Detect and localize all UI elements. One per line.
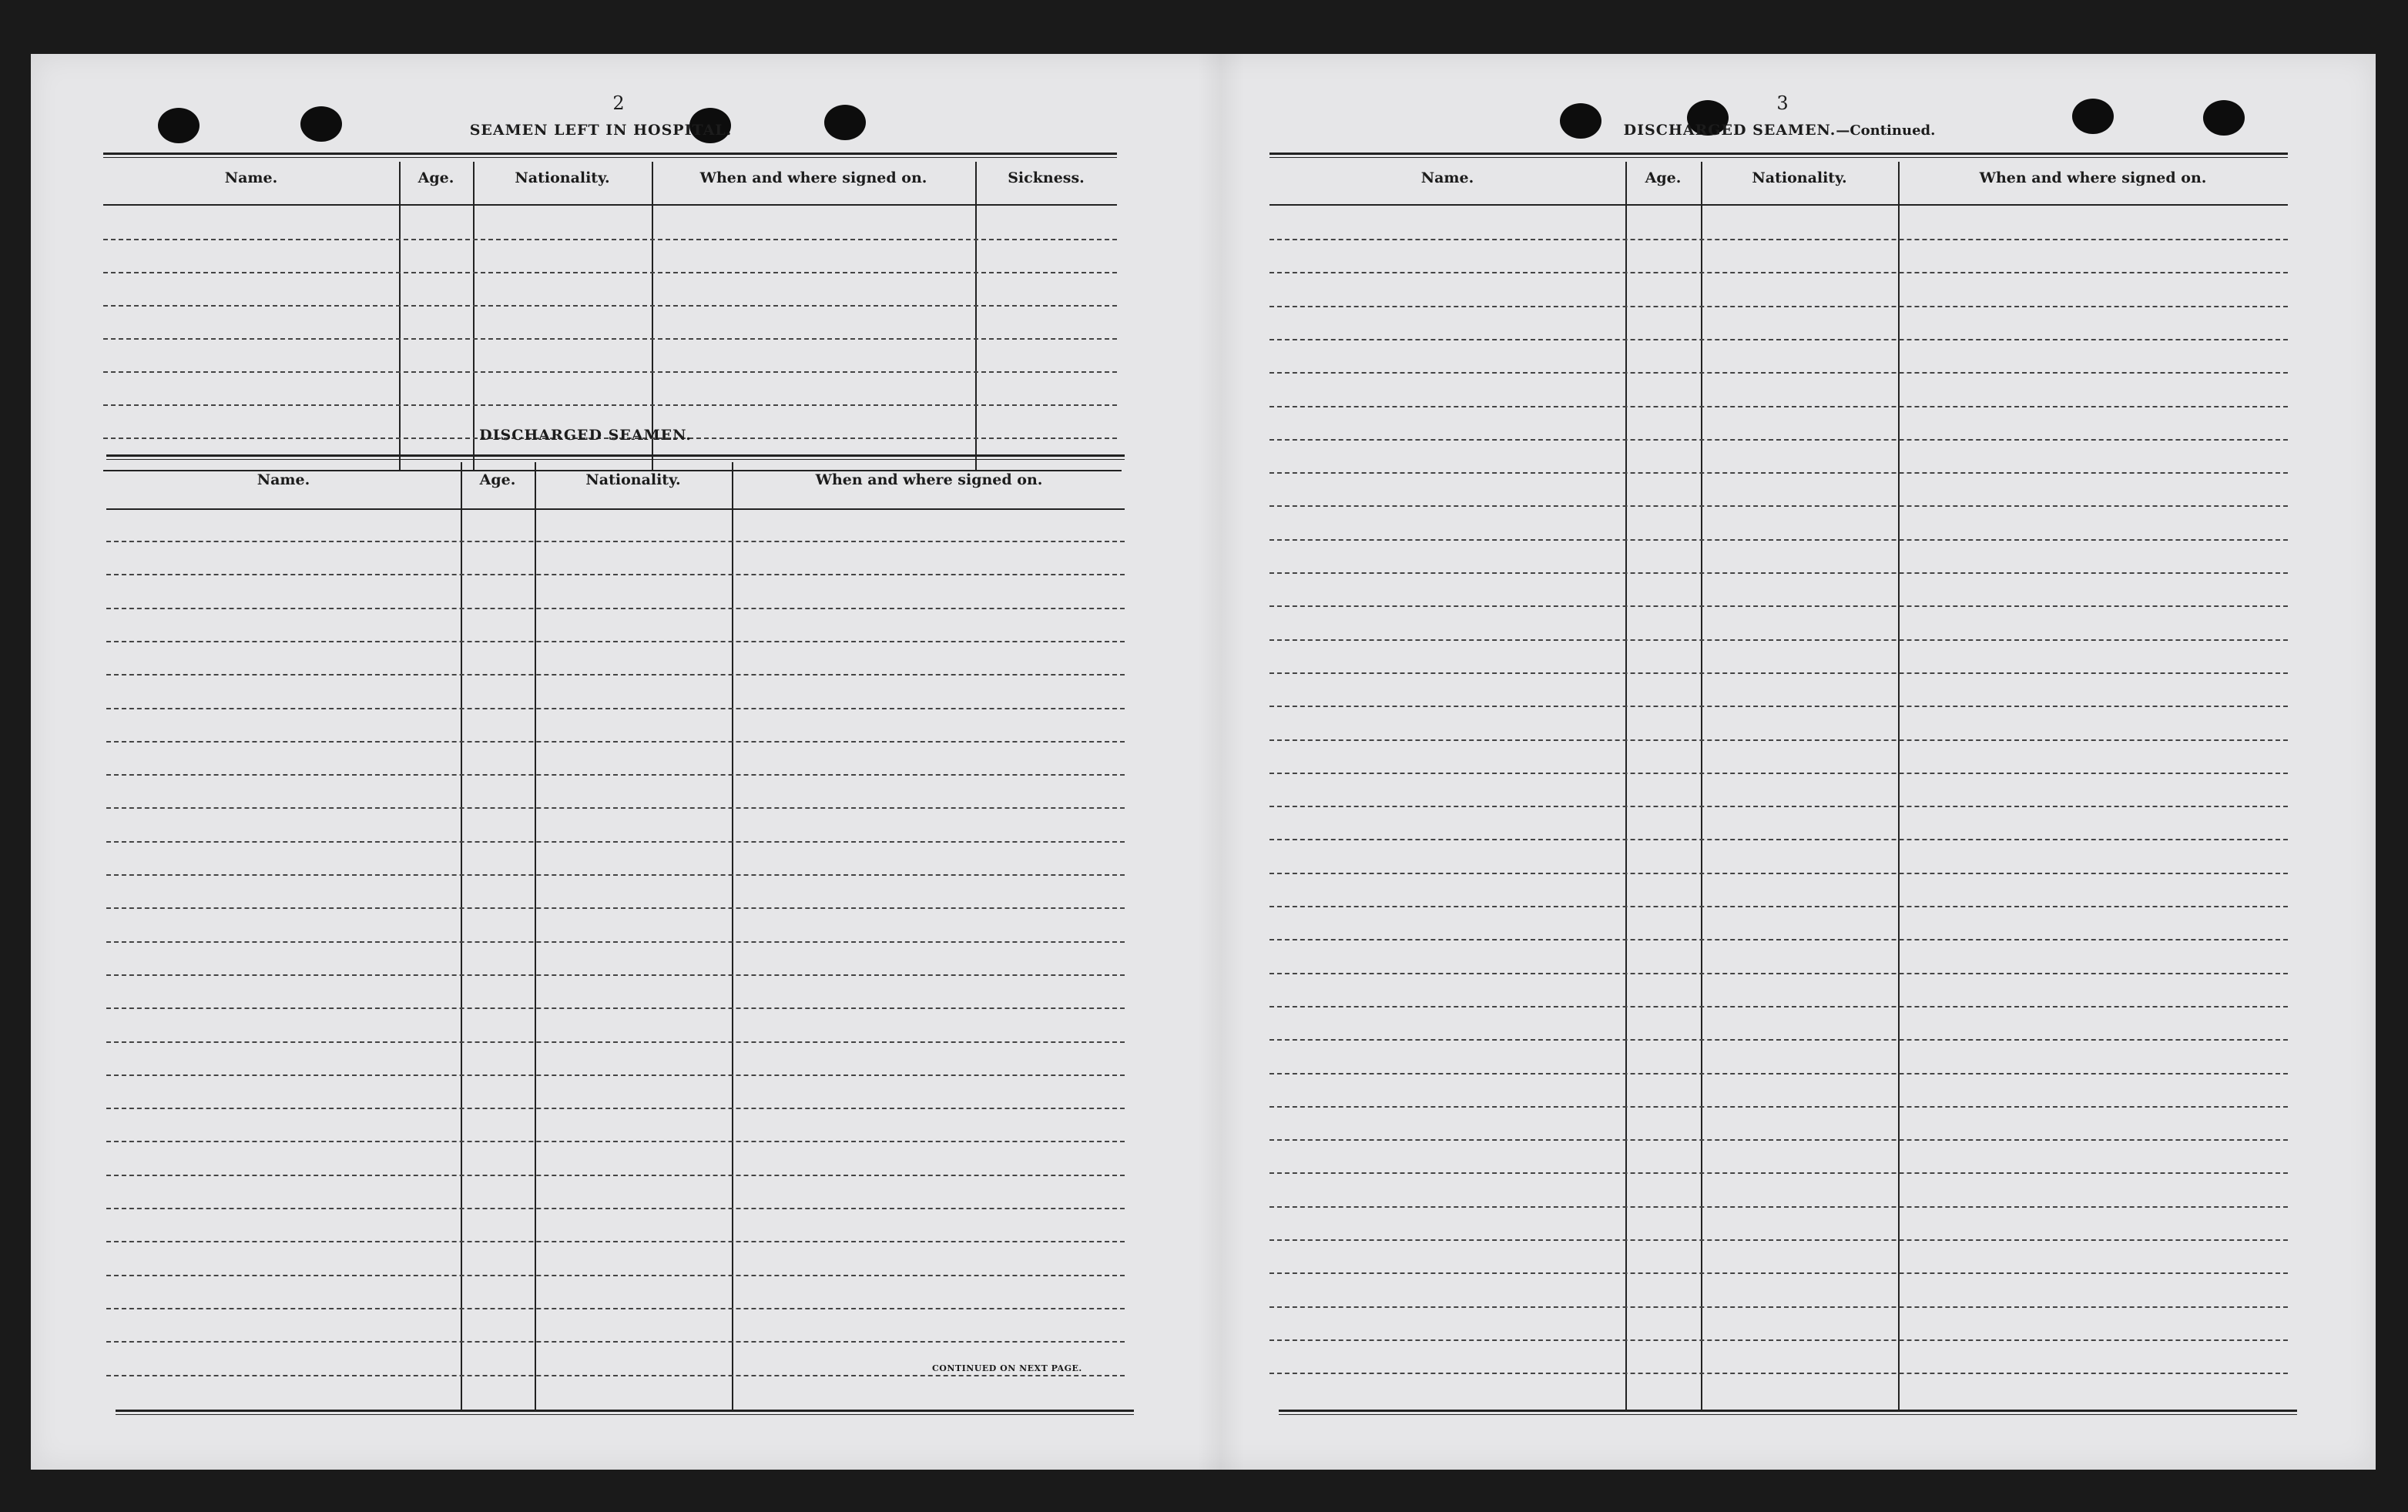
hospital-top-rule (103, 153, 1117, 158)
hospital-col-sickness: Sickness. (1008, 169, 1085, 186)
ruled-line (1269, 1239, 2288, 1241)
ruled-line (106, 608, 1125, 609)
ruled-line (1269, 672, 2288, 674)
ruled-line (1269, 773, 2288, 774)
hospital-col-name: Name. (224, 169, 278, 186)
discharged-col-nationality: Nationality. (585, 471, 681, 488)
ruled-line (106, 674, 1125, 676)
ruled-line (1269, 1339, 2288, 1341)
punch-hole (158, 108, 200, 143)
discharged-col-name: Name. (257, 471, 310, 488)
right-bottom-rule (1279, 1410, 2297, 1415)
ruled-line (1269, 1206, 2288, 1208)
ruled-line (1269, 239, 2288, 240)
discharged-top-rule (106, 454, 1125, 460)
scanned-ledger-spread (31, 54, 2376, 1470)
ruled-line (1269, 539, 2288, 541)
hospital-col-divider (473, 162, 475, 470)
ruled-line (1269, 605, 2288, 607)
ruled-line (1269, 472, 2288, 474)
ruled-line (103, 305, 1117, 307)
ruled-line (1269, 306, 2288, 307)
ruled-line (106, 907, 1125, 909)
ruled-line (106, 541, 1125, 542)
discharged-col-signed-on: When and where signed on. (815, 471, 1043, 488)
right-top-rule (1269, 153, 2288, 158)
right-col-divider (1625, 162, 1627, 1410)
ruled-line (1269, 806, 2288, 807)
ruled-line (1269, 906, 2288, 907)
ruled-line (106, 1141, 1125, 1142)
ruled-line (106, 741, 1125, 743)
ruled-line (103, 404, 1117, 406)
ruled-line (103, 239, 1117, 240)
ruled-line (1269, 706, 2288, 707)
ruled-line (106, 1308, 1125, 1309)
ruled-line (1269, 939, 2288, 940)
ruled-line (103, 338, 1117, 340)
ruled-line (103, 272, 1117, 273)
right-header-rule (1269, 204, 2288, 206)
ruled-line (106, 774, 1125, 776)
ruled-line (1269, 1106, 2288, 1108)
ruled-line (106, 1074, 1125, 1076)
ruled-line (1269, 1073, 2288, 1074)
hospital-col-divider (652, 162, 653, 470)
ruled-line (1269, 739, 2288, 741)
hospital-col-divider (975, 162, 977, 470)
page-number-left: 2 (612, 92, 625, 114)
ruled-line (1269, 1306, 2288, 1308)
right-col-divider (1701, 162, 1702, 1410)
punch-hole (2203, 100, 2245, 136)
discharged-continued-title (1587, 122, 1972, 139)
right-col-nationality: Nationality. (1752, 169, 1847, 186)
ruled-line (106, 1007, 1125, 1009)
discharged-header-rule (106, 508, 1125, 510)
discharged-col-divider (732, 462, 733, 1410)
ruled-line (106, 1375, 1125, 1376)
ruled-line (106, 641, 1125, 642)
ruled-line (1269, 1039, 2288, 1041)
ruled-line (1269, 505, 2288, 507)
discharged-col-divider (535, 462, 536, 1410)
ruled-line (1269, 973, 2288, 974)
ruled-line (1269, 272, 2288, 273)
ruled-line (106, 1341, 1125, 1343)
ruled-line (106, 1208, 1125, 1209)
page-number-right: 3 (1776, 92, 1789, 114)
ruled-line (106, 1275, 1125, 1276)
ruled-line (1269, 1373, 2288, 1374)
ruled-line (106, 1108, 1125, 1109)
hospital-header-rule (103, 204, 1117, 206)
ruled-line (1269, 572, 2288, 574)
ruled-line (1269, 639, 2288, 641)
discharged-bottom-rule (116, 1410, 1134, 1415)
discharged-continued-title-suffix: —Continued. (1836, 122, 1936, 139)
ruled-line (106, 1175, 1125, 1176)
ruled-line (106, 874, 1125, 876)
discharged-col-divider (461, 462, 462, 1410)
ruled-line (106, 941, 1125, 943)
ruled-line (1269, 439, 2288, 441)
ruled-line (1269, 372, 2288, 374)
discharged-section-title: DISCHARGED SEAMEN. (479, 427, 692, 444)
ruled-line (106, 1241, 1125, 1242)
right-col-age: Age. (1645, 169, 1682, 186)
ruled-line (1269, 1272, 2288, 1274)
ruled-line (1269, 1006, 2288, 1007)
discharged-continued-title-main: DISCHARGED SEAMEN. (1623, 122, 1836, 139)
hospital-section-title: SEAMEN LEFT IN HOSPITAL. (469, 122, 733, 139)
ruled-line (106, 574, 1125, 575)
discharged-col-age: Age. (479, 471, 516, 488)
page-fold (1198, 54, 1244, 1470)
hospital-col-nationality: Nationality. (515, 169, 610, 186)
punch-hole (300, 106, 342, 142)
ruled-line (106, 1041, 1125, 1043)
hospital-col-age: Age. (418, 169, 454, 186)
right-col-divider (1898, 162, 1900, 1410)
ruled-line (103, 371, 1117, 373)
ruled-line (106, 841, 1125, 843)
ruled-line (1269, 406, 2288, 407)
punch-hole (2072, 99, 2114, 134)
continued-note: CONTINUED ON NEXT PAGE. (932, 1363, 1082, 1373)
hospital-col-divider (399, 162, 401, 470)
ruled-line (1269, 339, 2288, 340)
ruled-line (1269, 1172, 2288, 1174)
ruled-line (106, 708, 1125, 709)
ruled-line (1269, 873, 2288, 874)
punch-hole (824, 105, 866, 140)
right-col-name: Name. (1420, 169, 1474, 186)
ruled-line (1269, 839, 2288, 840)
hospital-col-signed-on: When and where signed on. (699, 169, 927, 186)
ruled-line (1269, 1139, 2288, 1141)
ruled-line (106, 974, 1125, 976)
right-col-signed-on: When and where signed on. (1979, 169, 2207, 186)
ruled-line (106, 807, 1125, 809)
